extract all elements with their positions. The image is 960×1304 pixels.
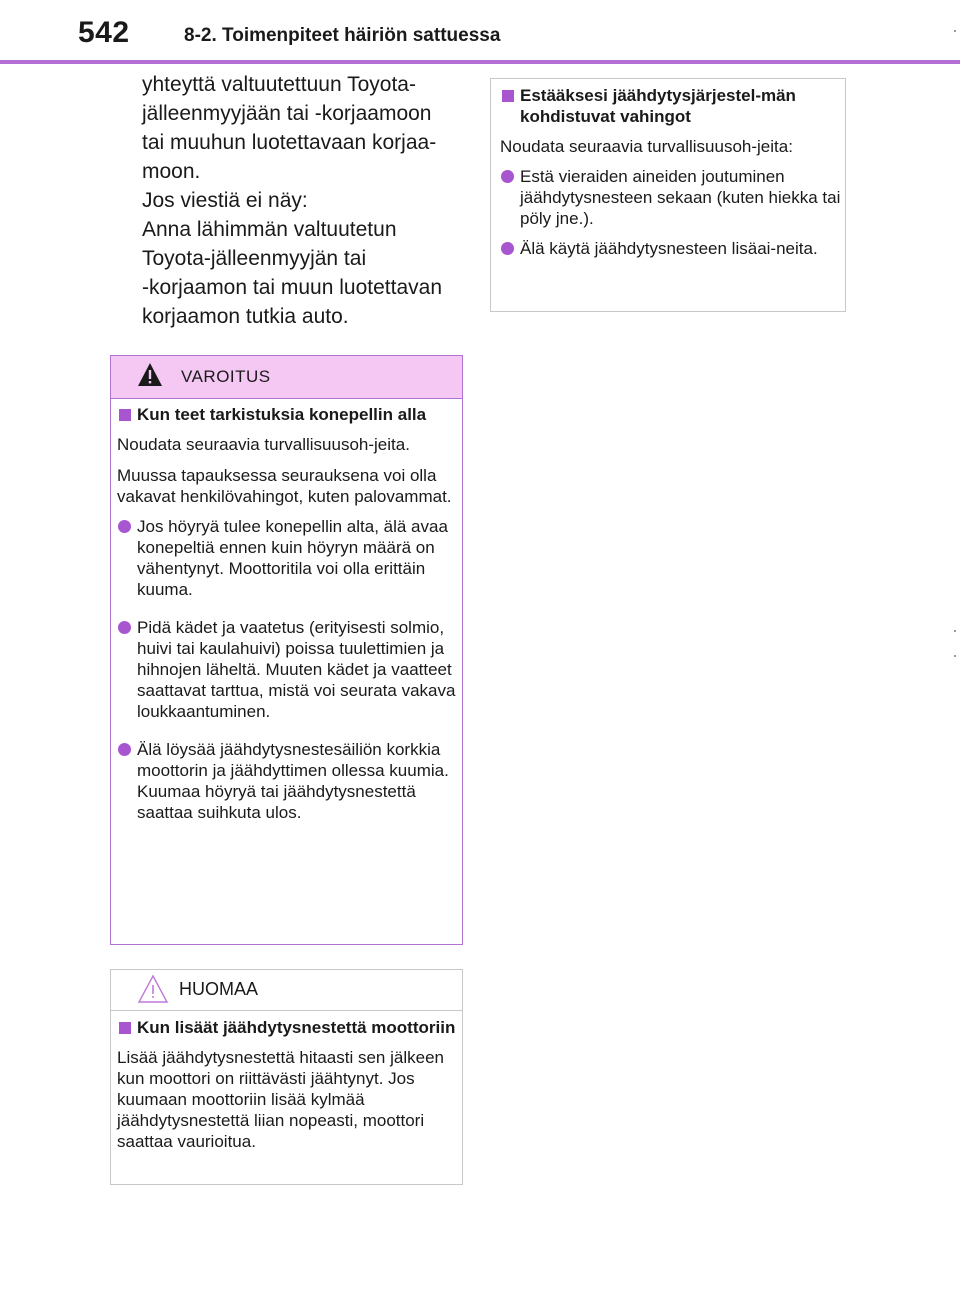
bullet-dot-icon bbox=[501, 170, 514, 183]
bullet-dot-icon bbox=[118, 621, 131, 634]
page-header bbox=[0, 0, 960, 64]
info-para: Noudata seuraavia turvallisuusoh-jeita: bbox=[500, 137, 793, 156]
warning-triangle-icon bbox=[137, 362, 163, 393]
notice-para: Lisää jäähdytysnestettä hitaasti sen jälkeen kun moottori on riittävästi jäähtynyt. Jos kuumaan moottoriin lisää kylmää jäähdytysnestettä liian nopeasti, moottori saattaa vaurioitua. bbox=[117, 1048, 444, 1151]
list-item: Älä käytä jäähdytysnesteen lisäai-neita. bbox=[500, 238, 845, 259]
intro-line: moon. bbox=[142, 160, 201, 183]
intro-line: korjaamon tutkia auto. bbox=[142, 305, 349, 328]
page-number: 542 bbox=[78, 16, 130, 49]
list-item: Pidä kädet ja vaatetus (erityisesti solmio, huivi tai kaulahuivi) poissa tuulettimien ja hihnojen läheltä. Muuten kädet ja vaatteet saattavat tarttua, mistä voi seurata vakava loukkaantuminen. bbox=[117, 617, 462, 722]
warning-label: VAROITUS bbox=[181, 367, 271, 386]
warning-para: Muussa tapauksessa seurauksena voi olla vakavat henkilövahingot, kuten palovammat. bbox=[117, 466, 452, 506]
list-item: Jos höyryä tulee konepellin alta, älä avaa konepeltiä ennen kuin höyryn määrä on vähentynyt. Moottoritila voi olla erittäin kuuma. bbox=[117, 516, 462, 600]
margin-mark bbox=[954, 655, 956, 657]
bullet-dot-icon bbox=[118, 743, 131, 756]
notice-heading: Kun lisäät jäähdytysnestettä moottoriin bbox=[117, 1017, 462, 1038]
square-bullet-icon bbox=[502, 90, 514, 102]
square-bullet-icon bbox=[119, 1022, 131, 1034]
info-heading: Estääksesi jäähdytysjärjestel-män kohdistuvat vahingot bbox=[500, 85, 845, 127]
intro-line: jälleenmyyjään tai -korjaamoon bbox=[142, 102, 432, 125]
warning-box bbox=[110, 355, 463, 945]
warning-para: Noudata seuraavia turvallisuusoh-jeita. bbox=[117, 435, 410, 454]
warning-header bbox=[111, 356, 462, 399]
list-item: Estä vieraiden aineiden joutuminen jäähdytysnesteen sekaan (kuten hiekka tai pöly jne.). bbox=[500, 166, 845, 229]
info-box bbox=[490, 78, 846, 312]
caution-triangle-icon bbox=[137, 974, 169, 1009]
margin-mark bbox=[954, 630, 956, 632]
notice-label: HUOMAA bbox=[179, 979, 259, 999]
intro-line: Anna lähimmän valtuutetun bbox=[142, 218, 397, 241]
list-item: Älä löysää jäähdytysnestesäiliön korkkia moottorin ja jäähdyttimen ollessa kuumia. Kuumaa höyryä tai jäähdytysnestettä saattaa suihkuta ulos. bbox=[117, 739, 462, 823]
notice-box bbox=[110, 969, 463, 1185]
bullet-dot-icon bbox=[501, 242, 514, 255]
section-title: 8-2. Toimenpiteet häiriön sattuessa bbox=[184, 25, 501, 46]
intro-line: Jos viestiä ei näy: bbox=[142, 189, 308, 212]
intro-line: Toyota-jälleenmyyjän tai bbox=[142, 247, 367, 270]
intro-line: -korjaamon tai muun luotettavan bbox=[142, 276, 442, 299]
warning-heading: Kun teet tarkistuksia konepellin alla bbox=[117, 404, 462, 425]
notice-header bbox=[111, 970, 462, 1011]
margin-mark bbox=[954, 30, 956, 32]
intro-text bbox=[142, 70, 462, 331]
intro-line: yhteyttä valtuutettuun Toyota- bbox=[142, 73, 416, 96]
header-rule bbox=[0, 60, 960, 64]
bullet-dot-icon bbox=[118, 520, 131, 533]
intro-line: tai muuhun luotettavaan korjaa- bbox=[142, 131, 437, 154]
square-bullet-icon bbox=[119, 409, 131, 421]
